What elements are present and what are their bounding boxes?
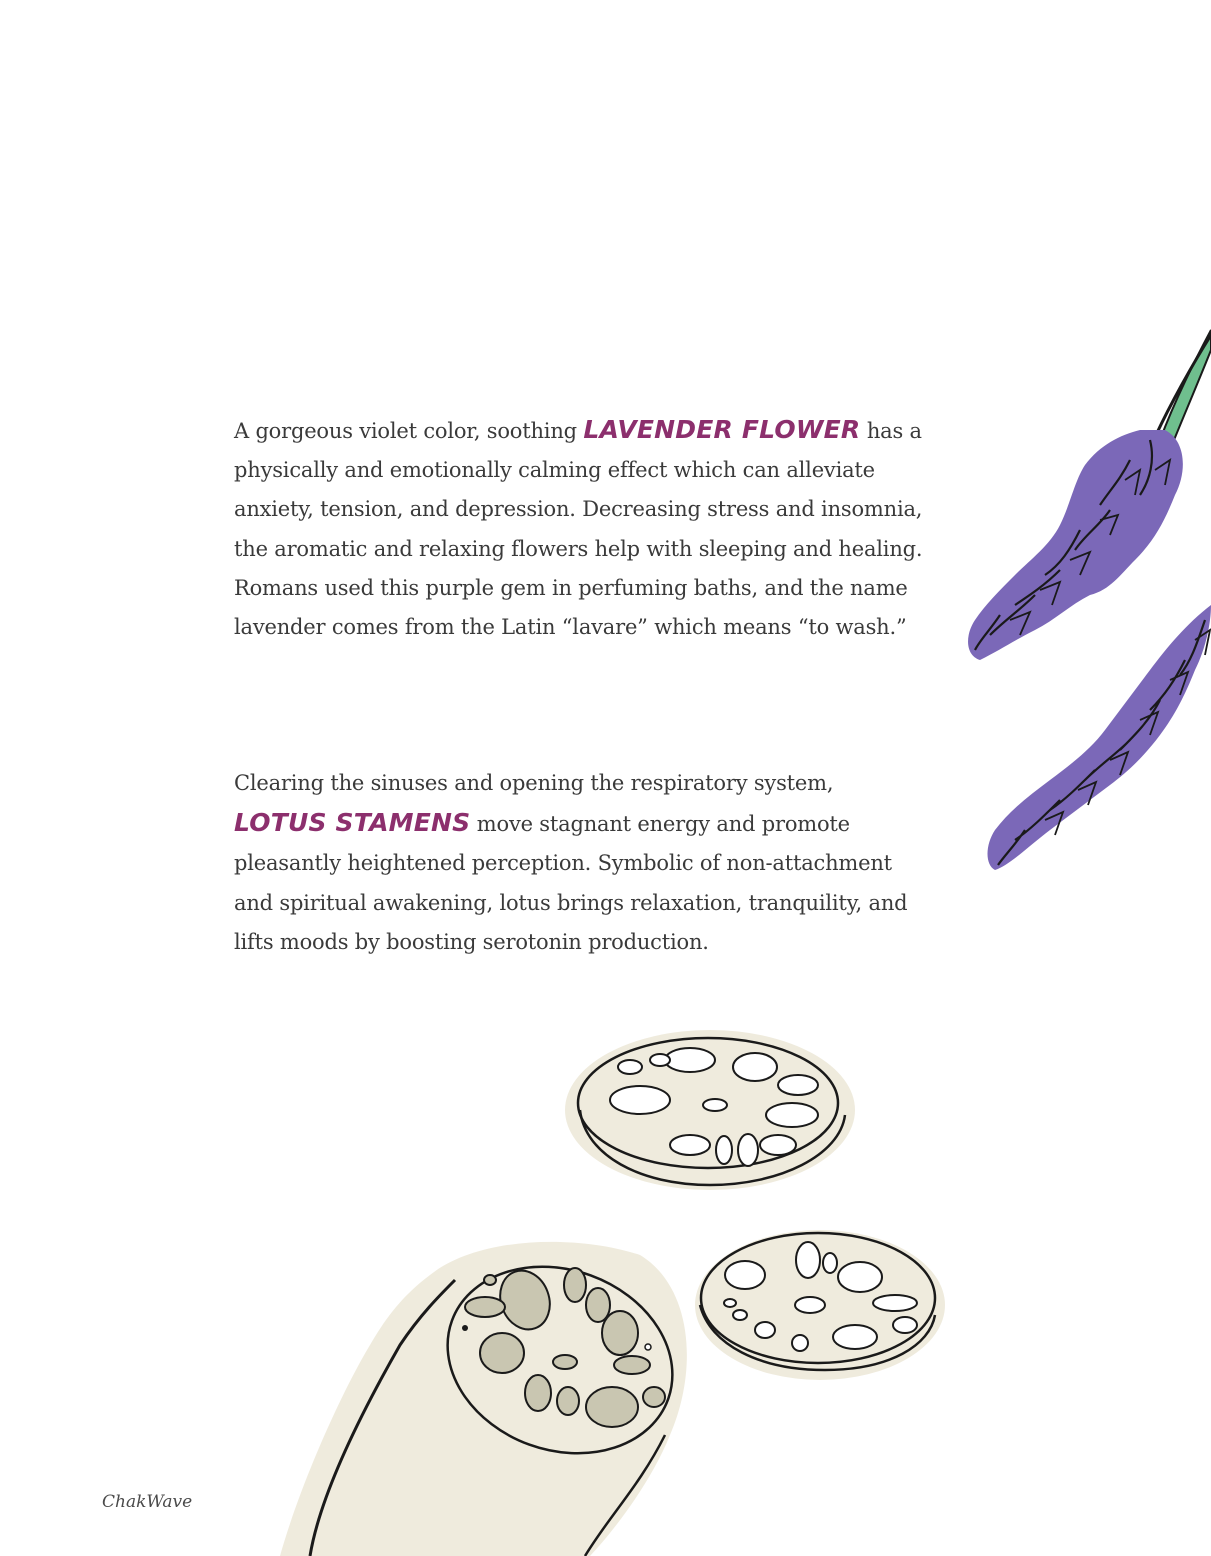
lavender-flower-heading: LAVENDER FLOWER: [583, 415, 861, 444]
lotus-stamens-heading: LOTUS STAMENS: [234, 808, 471, 838]
lavender-paragraph: [234, 410, 934, 647]
lotus-slice-top: [565, 1030, 855, 1190]
lavender-illustration: [960, 320, 1211, 880]
lotus-text-after: move stagnant energy and promote pleasantly heightened perception. Symbolic of non-attachment and spiritual awakening, lotus brings relaxation, tranquility, and lifts moods by boosting serotonin production.: [234, 812, 908, 954]
lotus-text-before: Clearing the sinuses and opening the respiratory system,: [234, 771, 834, 795]
lotus-paragraph: [234, 764, 934, 962]
chakwave-signature: ChakWave: [102, 1492, 193, 1512]
lavender-text-after: has a physically and emotionally calming effect which can alleviate anxiety, tension, and depression. Decreasing stress and insomnia, the aromatic and relaxing flowers help with sleeping and healing. Romans used this purple gem in perfuming baths, and the name lavender comes from the Latin “lavare” which means “to wash.”: [234, 419, 923, 640]
lotus-slice-right: [695, 1230, 945, 1380]
lotus-root-illustration: [280, 1015, 960, 1556]
lotus-root-segment: [280, 1236, 699, 1556]
lavender-text-before: A gorgeous violet color, soothing: [234, 419, 584, 443]
